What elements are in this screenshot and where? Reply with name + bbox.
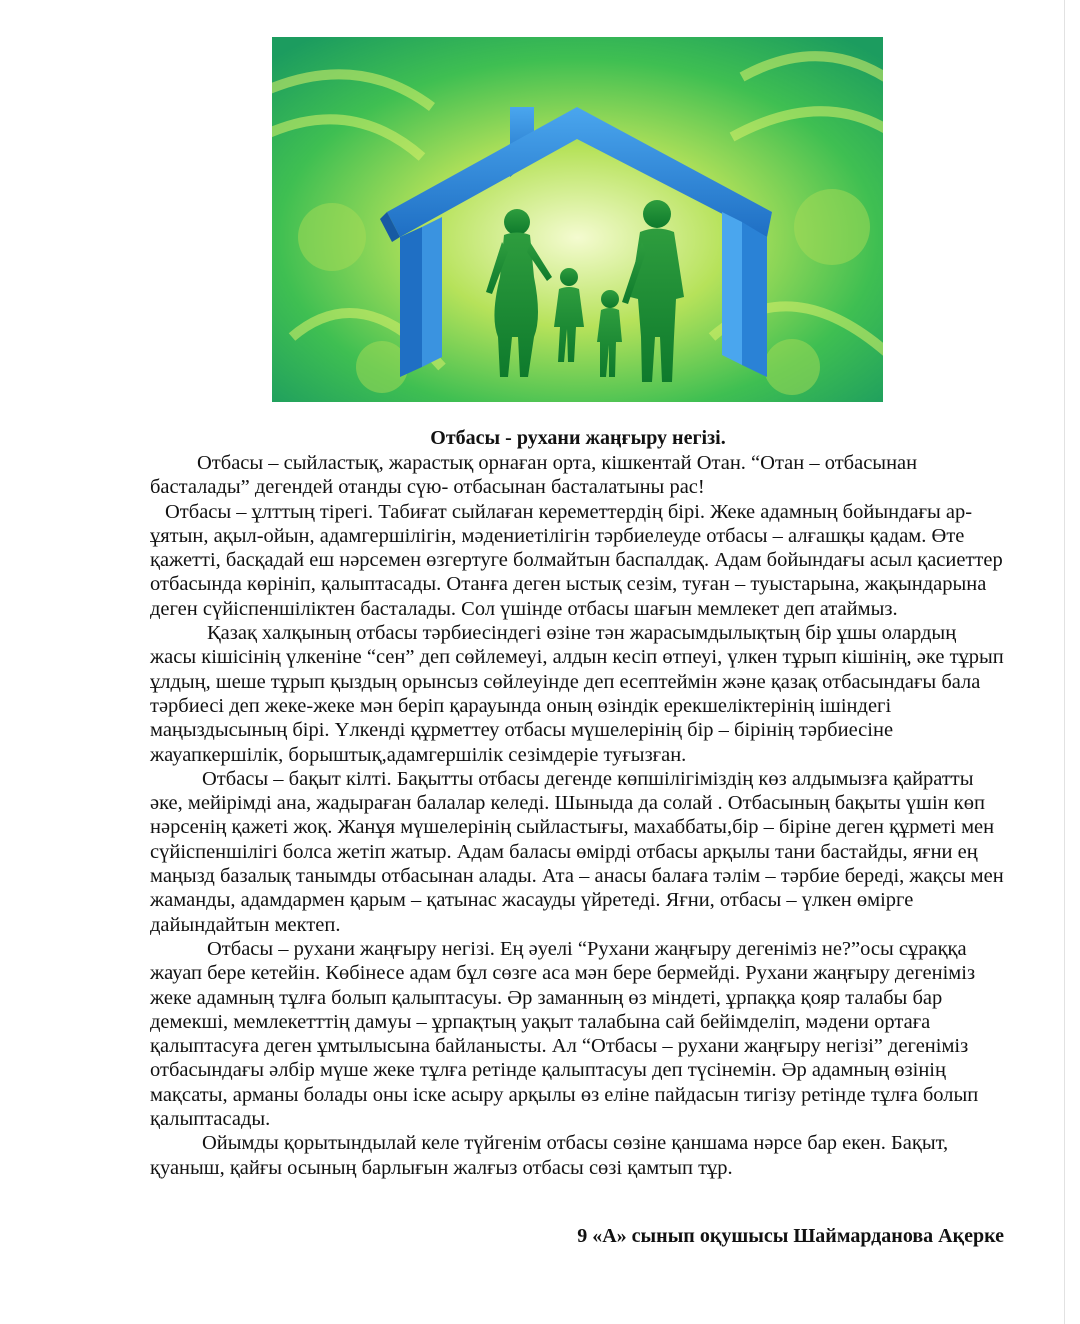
article-body (150, 451, 1006, 1180)
paragraph-4: Отбасы – бақыт кілті. Бақытты отбасы дегенде көпшілігіміздің көз алдымызға қайратты әке, мейірімді ана, жадыраған балалар келеді. Шыныда да солай . Отбасының бақыты үшін көп нәрсенің қажеті жоқ. Жанұя мүшелерінің сыйластығы, махаббаты,бір – біріне деген құрметі мен сүйіспеншілігі болса жетіп жатыр. Адам баласы өмірді отбасы арқылы тани бастайды, яғни ең маңызд базалық танымды отбасынан алады. Ата – анасы балаға тәлім – тәрбие береді, жақсы мен жаманды, адамдармен қарым – қатынас жасауды үйретеді. Яғни, отбасы – үлкен өмірге дайындайтын мектеп. (150, 767, 1004, 936)
page-edge-divider (1064, 0, 1065, 1324)
paragraph-6: Ойымды қорытындылай келе түйгенім отбасы сөзіне қаншама нәрсе бар екен. Бақыт, қуаныш, қайғы осының барлығын жалғыз отбасы сөзі қамтып тұр. (150, 1132, 949, 1179)
paragraph-1: Отбасы – сыйластық, жарастық орнаған орта, кішкентай Отан. “Отан – отбасынан басталады” дегендей отанды сүю- отбасынан басталатыны рас! (150, 452, 918, 499)
article-title: Отбасы - рухани жаңғыру негізі. (430, 427, 726, 449)
family-house-illustration (272, 37, 883, 402)
paragraph-5: Отбасы – рухани жаңғыру негізі. Ең әуелі “Рухани жаңғыру дегеніміз не?”осы сұраққа жауап бере кетейін. Көбінесе адам бұл сөзге аса мән бере бермейді. Рухани жаңғыру дегеніміз жеке адамның тұлға болып қалыптасуы. Әр заманның өз міндеті, ұрпаққа қояр талабы бар демекші, мемлекетттің дамуы – ұрпақтың уақыт талабына сай бейімделіп, мәдени ортаға қалыптасуға деген ұмтылысына байланысты. Ал “Отбасы – рухани жаңғыру негізі” дегеніміз отбасындағы әлбір мүше жеке тұлға ретінде қалыптасуы деп түсінемін. Әр адамның өзінің мақсаты, арманы болады оны іске асыру арқылы өз еліне пайдасын тигізу ретінде тұлға болып қалыптасады. (150, 937, 979, 1131)
family-house-icon (272, 37, 883, 402)
author-signature: 9 «А» сынып оқушысы Шаймарданова Ақерке (577, 1225, 1004, 1247)
paragraph-2: Отбасы – ұлттың тірегі. Табиғат сыйлаған кереметтердің бірі. Жеке адамның бойындағы ар-ұятын, ақыл-ойын, адамгершілігін, мәдениетілігін тәрбиелеуде отбасы – алғашқы қадам. Өте қажетті, басқадай еш нәрсемен өзгертуге болмайтын баспалдақ. Адам бойындағы асыл қасиеттер отбасында көрініп, қалыптасады. Отанға деген ыстық сезім, туған – туыстарына, жақындарына деген сүйіспеншіліктен басталады. Сол үшінде отбасы шағын мемлекет деп атаймыз. (150, 500, 1003, 620)
paragraph-3: Қазақ халқының отбасы тәрбиесіндегі өзіне тән жарасымдылықтың бір ұшы олардың жасы кішісінің үлкеніне “сен” деп сөйлемеуі, алдын кесіп өтпеуі, үлкен тұрып кішінің, әке тұрып ұлдың, шеше тұрып қыздың орынсыз сөйлеуінде деп есептеймін және қазақ отбасындағы бала тәрбиесі деп жеке-жеке мән беріп қарауында оның өзіндік ерекшеліктерінің ішіндегі маңыздысының бірі. Үлкенді құрметтеу отбасы мүшелерінің бір – бірінің тәрбиесіне жауапкершілік, борыштық,адамгершілік сезімдеріе туғызған. (150, 622, 1004, 766)
